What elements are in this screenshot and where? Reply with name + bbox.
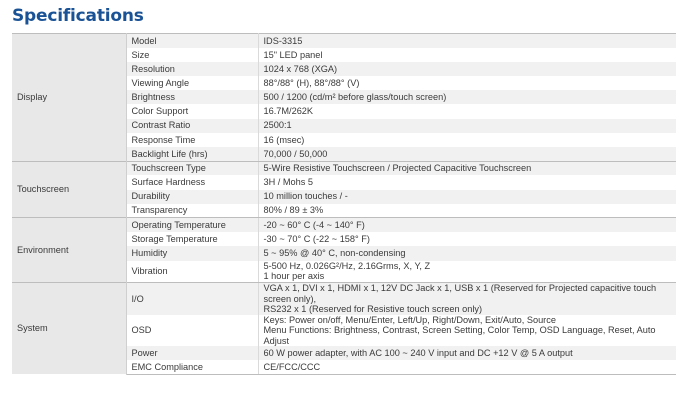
spec-label: Response Time (126, 133, 258, 147)
spec-value (258, 360, 676, 374)
category-cell: Touchscreen (12, 161, 126, 218)
spec-label: Color Support (126, 104, 258, 118)
spec-label: Size (126, 48, 258, 62)
spec-label: Power (126, 346, 258, 360)
spec-label: Model (126, 34, 258, 48)
spec-value-line: 16.7M/262K (263, 106, 314, 117)
specifications-table (12, 33, 676, 375)
spec-value-line: 70,000 / 50,000 (263, 148, 328, 159)
spec-value (258, 34, 676, 48)
spec-value-line: 5-500 Hz, 0.026G²/Hz, 2.16Grms, X, Y, Z (263, 260, 431, 271)
category-cell: Display (12, 34, 126, 162)
spec-value-line: -20 ~ 60° C (-4 ~ 140° F) (263, 220, 365, 231)
spec-value (258, 346, 676, 360)
spec-label: Humidity (126, 246, 258, 260)
spec-value (258, 104, 676, 118)
spec-value-line: 16 (msec) (263, 134, 305, 145)
spec-label: Backlight Life (hrs) (126, 147, 258, 161)
spec-value (258, 161, 676, 175)
spec-label: Transparency (126, 204, 258, 218)
spec-value-line: 60 W power adapter, with AC 100 ~ 240 V input and DC +12 V @ 5 A output (263, 347, 573, 358)
spec-value (258, 232, 676, 246)
spec-value-line: 500 / 1200 (cd/m² before glass/touch screen) (263, 92, 447, 103)
spec-value (258, 315, 676, 347)
spec-value-line: RS232 x 1 (Reserved for Resistive touch screen only) (263, 304, 483, 314)
spec-value-line: 1 hour per axis (263, 271, 325, 282)
category-cell: Environment (12, 218, 126, 283)
spec-value-line: IDS-3315 (263, 35, 303, 46)
spec-value (258, 190, 676, 204)
spec-value (258, 175, 676, 189)
spec-value-line: -30 ~ 70° C (-22 ~ 158° F) (263, 233, 370, 244)
spec-value-line: VGA x 1, DVI x 1, HDMI x 1, 12V DC Jack x 1, USB x 1 (Reserved for Projected capacitive touch screen only), (263, 283, 657, 304)
spec-label: Vibration (126, 261, 258, 283)
spec-label: EMC Compliance (126, 360, 258, 374)
spec-value-line: CE/FCC/CCC (263, 361, 321, 372)
spec-value-line: 10 million touches / - (263, 191, 348, 202)
spec-value (258, 261, 676, 283)
table-row (12, 34, 676, 48)
spec-label: Brightness (126, 90, 258, 104)
spec-value (258, 218, 676, 232)
spec-value-line: 3H / Mohs 5 (263, 177, 314, 188)
table-row (12, 218, 676, 232)
spec-value (258, 90, 676, 104)
spec-value (258, 62, 676, 76)
spec-label: Viewing Angle (126, 76, 258, 90)
spec-value-line: 1024 x 768 (XGA) (263, 63, 338, 74)
spec-value-line: 2500:1 (263, 120, 292, 131)
spec-value (258, 246, 676, 260)
spec-value-line: 15" LED panel (263, 49, 323, 60)
spec-label: Storage Temperature (126, 232, 258, 246)
spec-label: Touchscreen Type (126, 161, 258, 175)
spec-label: Durability (126, 190, 258, 204)
table-row (12, 283, 676, 315)
category-cell: System (12, 283, 126, 375)
spec-value (258, 119, 676, 133)
table-row (12, 161, 676, 175)
spec-label: Resolution (126, 62, 258, 76)
spec-value (258, 147, 676, 161)
spec-label: OSD (126, 315, 258, 347)
spec-value-line: Keys: Power on/off, Menu/Enter, Left/Up, Right/Down, Exit/Auto, Source (263, 314, 556, 325)
page-title: Specifications (12, 6, 144, 26)
spec-value (258, 204, 676, 218)
spec-value (258, 48, 676, 62)
spec-value-line: 5-Wire Resistive Touchscreen / Projected Capacitive Touchscreen (263, 163, 532, 174)
spec-value-line: 88°/88° (H), 88°/88° (V) (263, 77, 360, 88)
spec-value-line: Menu Functions: Brightness, Contrast, Screen Setting, Color Temp, OSD Language, Reset, Auto Adjust (263, 325, 656, 346)
spec-value (258, 133, 676, 147)
spec-label: Contrast Ratio (126, 119, 258, 133)
spec-label: Operating Temperature (126, 218, 258, 232)
spec-label: I/O (126, 283, 258, 315)
spec-label: Surface Hardness (126, 175, 258, 189)
spec-value-line: 5 ~ 95% @ 40° C, non-condensing (263, 248, 406, 259)
spec-value (258, 283, 676, 315)
spec-value-line: 80% / 89 ± 3% (263, 205, 324, 216)
spec-value (258, 76, 676, 90)
